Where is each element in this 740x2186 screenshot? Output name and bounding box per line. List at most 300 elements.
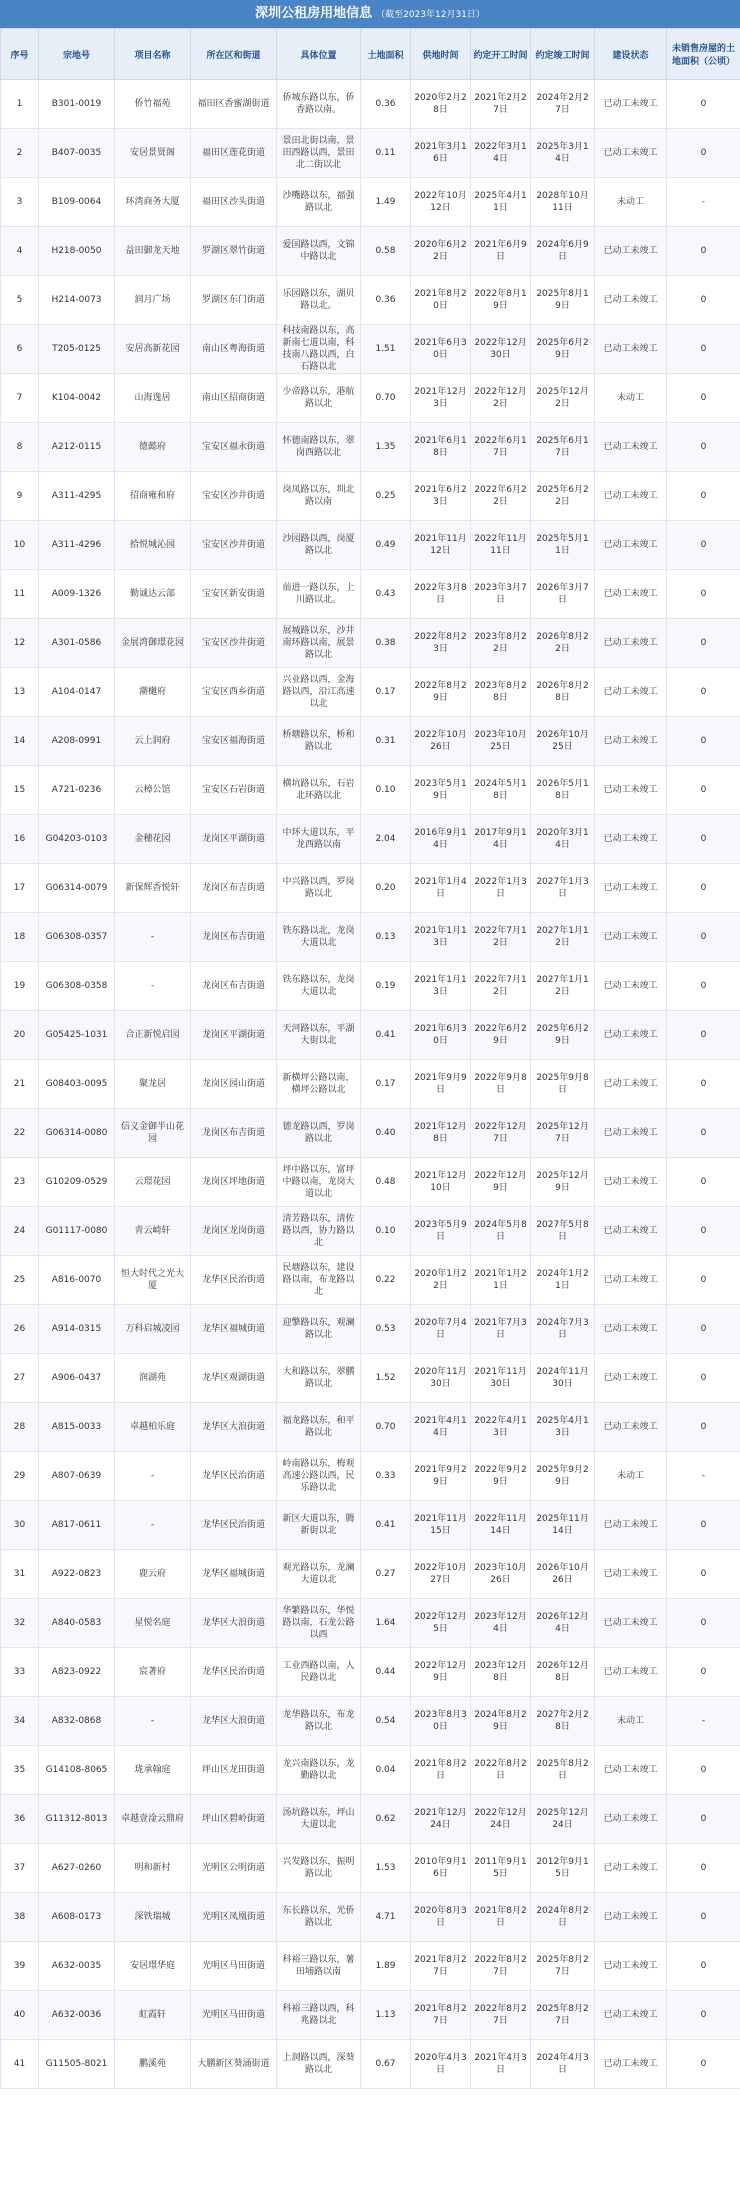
cell-status: 已动工未竣工: [595, 1403, 667, 1452]
land-info-table: [0, 28, 740, 2089]
cell-start-date: 2022年11月11日: [471, 521, 531, 570]
cell-index: 25: [1, 1256, 39, 1305]
cell-status: 已动工未竣工: [595, 815, 667, 864]
cell-start-date: 2022年8月2日: [471, 1746, 531, 1795]
cell-status: 未动工: [595, 1697, 667, 1746]
cell-district-street: 南山区粤海街道: [191, 325, 277, 374]
cell-completion-date: 2025年6月29日: [531, 1011, 595, 1060]
cell-parcel-no: A906-0437: [39, 1354, 115, 1403]
table-row: [1, 1011, 740, 1060]
cell-project-name: 信义金御半山花园: [115, 1109, 191, 1158]
cell-supply-date: 2023年8月30日: [411, 1697, 471, 1746]
cell-district-street: 龙岗区龙岗街道: [191, 1207, 277, 1256]
cell-status: 已动工未竣工: [595, 864, 667, 913]
cell-land-area: 0.54: [361, 1697, 411, 1746]
column-header-index: 序号: [1, 29, 39, 80]
cell-supply-date: 2020年2月28日: [411, 80, 471, 129]
cell-district-street: 龙岗区园山街道: [191, 1060, 277, 1109]
table-title: 深圳公租房用地信息: [255, 6, 373, 21]
column-header-district-street: 所在区和街道: [191, 29, 277, 80]
cell-index: 11: [1, 570, 39, 619]
cell-parcel-no: A311-4296: [39, 521, 115, 570]
cell-start-date: 2023年8月22日: [471, 619, 531, 668]
cell-start-date: 2023年10月26日: [471, 1550, 531, 1599]
cell-unsold-area: 0: [667, 1893, 740, 1942]
cell-land-area: 1.49: [361, 178, 411, 227]
cell-project-name: 虹霞轩: [115, 1991, 191, 2040]
cell-start-date: 2023年12月4日: [471, 1599, 531, 1648]
cell-location: 乐园路以东，湖贝路以北。: [277, 276, 361, 325]
cell-project-name: 招商雍和府: [115, 472, 191, 521]
cell-district-street: 坪山区碧岭街道: [191, 1795, 277, 1844]
cell-project-name: 明和新村: [115, 1844, 191, 1893]
cell-unsold-area: -: [667, 178, 740, 227]
cell-district-street: 宝安区西乡街道: [191, 668, 277, 717]
cell-district-street: 宝安区沙井街道: [191, 472, 277, 521]
cell-supply-date: 2021年3月16日: [411, 129, 471, 178]
cell-status: 已动工未竣工: [595, 668, 667, 717]
table-row: [1, 1305, 740, 1354]
cell-unsold-area: 0: [667, 1844, 740, 1893]
cell-completion-date: 2024年4月3日: [531, 2040, 595, 2089]
cell-parcel-no: B407-0035: [39, 129, 115, 178]
cell-unsold-area: 0: [667, 1256, 740, 1305]
cell-project-name: 金展湾御璟花园: [115, 619, 191, 668]
cell-supply-date: 2021年11月15日: [411, 1501, 471, 1550]
cell-land-area: 0.17: [361, 1060, 411, 1109]
cell-unsold-area: 0: [667, 1795, 740, 1844]
cell-supply-date: 2022年10月12日: [411, 178, 471, 227]
table-body: [1, 80, 740, 2089]
cell-land-area: 0.67: [361, 2040, 411, 2089]
cell-index: 22: [1, 1109, 39, 1158]
cell-land-area: 0.48: [361, 1158, 411, 1207]
cell-parcel-no: A608-0173: [39, 1893, 115, 1942]
cell-supply-date: 2021年8月20日: [411, 276, 471, 325]
column-header-project-name: 项目名称: [115, 29, 191, 80]
cell-status: 已动工未竣工: [595, 1991, 667, 2040]
cell-district-street: 罗湖区东门街道: [191, 276, 277, 325]
cell-project-name: 潮樾府: [115, 668, 191, 717]
cell-supply-date: 2022年8月23日: [411, 619, 471, 668]
cell-parcel-no: A815-0033: [39, 1403, 115, 1452]
cell-completion-date: 2027年5月8日: [531, 1207, 595, 1256]
cell-index: 19: [1, 962, 39, 1011]
cell-completion-date: 2025年11月14日: [531, 1501, 595, 1550]
cell-parcel-no: G04203-0103: [39, 815, 115, 864]
cell-start-date: 2023年10月25日: [471, 717, 531, 766]
column-header-completion-date: 约定竣工时间: [531, 29, 595, 80]
cell-index: 8: [1, 423, 39, 472]
cell-location: 华繁路以东，华悦路以南，石龙公路以西: [277, 1599, 361, 1648]
cell-parcel-no: A212-0115: [39, 423, 115, 472]
table-row: [1, 717, 740, 766]
cell-completion-date: 2027年2月28日: [531, 1697, 595, 1746]
cell-start-date: 2021年6月9日: [471, 227, 531, 276]
cell-completion-date: 2024年8月2日: [531, 1893, 595, 1942]
cell-index: 24: [1, 1207, 39, 1256]
cell-project-name: 云樟公馆: [115, 766, 191, 815]
cell-status: 未动工: [595, 374, 667, 423]
cell-location: 上洞路以西，深葵路以北: [277, 2040, 361, 2089]
table-row: [1, 129, 740, 178]
cell-supply-date: 2020年4月3日: [411, 2040, 471, 2089]
cell-start-date: 2022年3月14日: [471, 129, 531, 178]
table-row: [1, 374, 740, 423]
cell-location: 清芳路以东，清佐路以西，协力路以北: [277, 1207, 361, 1256]
cell-start-date: 2021年2月27日: [471, 80, 531, 129]
cell-supply-date: 2022年3月8日: [411, 570, 471, 619]
table-row: [1, 1893, 740, 1942]
cell-completion-date: 2027年1月12日: [531, 913, 595, 962]
cell-project-name: 珑承翰庭: [115, 1746, 191, 1795]
cell-supply-date: 2023年5月9日: [411, 1207, 471, 1256]
cell-supply-date: 2021年12月8日: [411, 1109, 471, 1158]
cell-land-area: 1.51: [361, 325, 411, 374]
column-header-location: 具体位置: [277, 29, 361, 80]
cell-location: 东长路以东，光侨路以北: [277, 1893, 361, 1942]
cell-completion-date: 2024年1月21日: [531, 1256, 595, 1305]
cell-parcel-no: H218-0050: [39, 227, 115, 276]
cell-location: 中环大道以东，平龙西路以南: [277, 815, 361, 864]
cell-supply-date: 2021年11月12日: [411, 521, 471, 570]
cell-unsold-area: 0: [667, 668, 740, 717]
cell-parcel-no: A832-0868: [39, 1697, 115, 1746]
cell-unsold-area: 0: [667, 521, 740, 570]
cell-parcel-no: G11312-8013: [39, 1795, 115, 1844]
cell-location: 少帝路以东，港航路以北: [277, 374, 361, 423]
cell-land-area: 1.53: [361, 1844, 411, 1893]
cell-project-name: -: [115, 1452, 191, 1501]
cell-parcel-no: A208-0991: [39, 717, 115, 766]
cell-land-area: 1.52: [361, 1354, 411, 1403]
cell-completion-date: 2025年9月8日: [531, 1060, 595, 1109]
cell-status: 已动工未竣工: [595, 570, 667, 619]
cell-index: 5: [1, 276, 39, 325]
table-row: [1, 1109, 740, 1158]
cell-location: 新横坪公路以南，横坪公路以北: [277, 1060, 361, 1109]
cell-land-area: 0.49: [361, 521, 411, 570]
cell-status: 已动工未竣工: [595, 1060, 667, 1109]
cell-project-name: 恒大时代之光大厦: [115, 1256, 191, 1305]
cell-land-area: 0.17: [361, 668, 411, 717]
cell-completion-date: 2026年8月28日: [531, 668, 595, 717]
cell-location: 观光路以东，龙澜大道以北: [277, 1550, 361, 1599]
cell-location: 科技南路以东，高新南七道以南，科技南八路以西，白石路以北: [277, 325, 361, 374]
column-header-start-date: 约定开工时间: [471, 29, 531, 80]
cell-index: 41: [1, 2040, 39, 2089]
cell-district-street: 光明区马田街道: [191, 1942, 277, 1991]
cell-location: 兴发路以东，振明路以北: [277, 1844, 361, 1893]
table-row: [1, 1452, 740, 1501]
header-row: [1, 29, 740, 80]
cell-unsold-area: -: [667, 1452, 740, 1501]
cell-supply-date: 2021年1月4日: [411, 864, 471, 913]
cell-parcel-no: G06308-0357: [39, 913, 115, 962]
cell-location: 景田北街以南，景田西路以西，景田北二街以北: [277, 129, 361, 178]
cell-completion-date: 2026年5月18日: [531, 766, 595, 815]
cell-parcel-no: A922-0823: [39, 1550, 115, 1599]
cell-project-name: -: [115, 1501, 191, 1550]
cell-project-name: 益田御龙天地: [115, 227, 191, 276]
cell-unsold-area: 0: [667, 1550, 740, 1599]
cell-project-name: 聚龙居: [115, 1060, 191, 1109]
cell-project-name: 环湾商务大厦: [115, 178, 191, 227]
cell-supply-date: 2022年10月26日: [411, 717, 471, 766]
cell-project-name: 德懿府: [115, 423, 191, 472]
cell-location: 铁东路以北，龙岗大道以北: [277, 913, 361, 962]
cell-land-area: 1.64: [361, 1599, 411, 1648]
table-row: [1, 1403, 740, 1452]
cell-status: 已动工未竣工: [595, 227, 667, 276]
cell-status: 已动工未竣工: [595, 1746, 667, 1795]
cell-land-area: 1.13: [361, 1991, 411, 2040]
cell-completion-date: 2027年1月3日: [531, 864, 595, 913]
cell-parcel-no: A301-0586: [39, 619, 115, 668]
cell-land-area: 4.71: [361, 1893, 411, 1942]
cell-start-date: 2024年5月8日: [471, 1207, 531, 1256]
cell-unsold-area: 0: [667, 374, 740, 423]
cell-land-area: 0.62: [361, 1795, 411, 1844]
cell-index: 2: [1, 129, 39, 178]
cell-location: 中兴路以西，罗岗路以北: [277, 864, 361, 913]
cell-unsold-area: 0: [667, 619, 740, 668]
cell-index: 27: [1, 1354, 39, 1403]
cell-unsold-area: 0: [667, 1207, 740, 1256]
cell-unsold-area: 0: [667, 1109, 740, 1158]
cell-parcel-no: A817-0611: [39, 1501, 115, 1550]
cell-location: 沙嘴路以东，福强路以北: [277, 178, 361, 227]
cell-status: 已动工未竣工: [595, 1109, 667, 1158]
cell-supply-date: 2021年6月23日: [411, 472, 471, 521]
cell-land-area: 0.36: [361, 276, 411, 325]
cell-unsold-area: 0: [667, 1305, 740, 1354]
cell-unsold-area: 0: [667, 962, 740, 1011]
cell-status: 已动工未竣工: [595, 276, 667, 325]
cell-unsold-area: 0: [667, 766, 740, 815]
cell-start-date: 2024年8月29日: [471, 1697, 531, 1746]
cell-start-date: 2022年4月13日: [471, 1403, 531, 1452]
cell-status: 已动工未竣工: [595, 766, 667, 815]
cell-supply-date: 2022年8月29日: [411, 668, 471, 717]
cell-district-street: 宝安区福永街道: [191, 423, 277, 472]
cell-start-date: 2023年12月8日: [471, 1648, 531, 1697]
cell-project-name: 卓越壹淦云鼎府: [115, 1795, 191, 1844]
cell-project-name: 安居景贤阁: [115, 129, 191, 178]
cell-district-street: 龙华区民治街道: [191, 1501, 277, 1550]
cell-unsold-area: 0: [667, 1648, 740, 1697]
table-row: [1, 619, 740, 668]
cell-status: 已动工未竣工: [595, 1942, 667, 1991]
cell-unsold-area: 0: [667, 1599, 740, 1648]
cell-supply-date: 2023年5月19日: [411, 766, 471, 815]
cell-land-area: 0.19: [361, 962, 411, 1011]
cell-index: 20: [1, 1011, 39, 1060]
table-row: [1, 1697, 740, 1746]
cell-parcel-no: G06314-0079: [39, 864, 115, 913]
cell-supply-date: 2021年8月27日: [411, 1942, 471, 1991]
cell-status: 已动工未竣工: [595, 1256, 667, 1305]
cell-status: 已动工未竣工: [595, 962, 667, 1011]
cell-parcel-no: K104-0042: [39, 374, 115, 423]
cell-supply-date: 2021年9月29日: [411, 1452, 471, 1501]
cell-land-area: 0.38: [361, 619, 411, 668]
cell-completion-date: 2025年8月27日: [531, 1942, 595, 1991]
cell-unsold-area: 0: [667, 1746, 740, 1795]
cell-land-area: 0.10: [361, 766, 411, 815]
cell-project-name: -: [115, 962, 191, 1011]
cell-location: 新区大道以东，腾新街以北: [277, 1501, 361, 1550]
cell-completion-date: 2026年10月25日: [531, 717, 595, 766]
cell-completion-date: 2024年6月9日: [531, 227, 595, 276]
cell-index: 12: [1, 619, 39, 668]
cell-district-street: 南山区招商街道: [191, 374, 277, 423]
cell-status: 已动工未竣工: [595, 129, 667, 178]
cell-supply-date: 2020年6月22日: [411, 227, 471, 276]
table-row: [1, 864, 740, 913]
cell-index: 10: [1, 521, 39, 570]
cell-start-date: 2021年8月2日: [471, 1893, 531, 1942]
cell-supply-date: 2021年9月9日: [411, 1060, 471, 1109]
cell-index: 36: [1, 1795, 39, 1844]
cell-parcel-no: A721-0236: [39, 766, 115, 815]
cell-status: 已动工未竣工: [595, 80, 667, 129]
cell-index: 31: [1, 1550, 39, 1599]
cell-unsold-area: 0: [667, 1354, 740, 1403]
cell-unsold-area: 0: [667, 276, 740, 325]
cell-start-date: 2022年8月27日: [471, 1942, 531, 1991]
cell-index: 32: [1, 1599, 39, 1648]
cell-location: 科裕三路以东，薯田埔路以南: [277, 1942, 361, 1991]
cell-location: 岭南路以东，梅观高速公路以西，民乐路以北: [277, 1452, 361, 1501]
cell-parcel-no: G08403-0095: [39, 1060, 115, 1109]
cell-project-name: 卓越柏乐庭: [115, 1403, 191, 1452]
cell-completion-date: 2028年10月11日: [531, 178, 595, 227]
cell-index: 6: [1, 325, 39, 374]
table-row: [1, 276, 740, 325]
cell-project-name: 拾悦城沁园: [115, 521, 191, 570]
cell-project-name: 侨竹福苑: [115, 80, 191, 129]
cell-district-street: 福田区香蜜湖街道: [191, 80, 277, 129]
cell-district-street: 龙华区福城街道: [191, 1305, 277, 1354]
cell-completion-date: 2026年8月22日: [531, 619, 595, 668]
cell-index: 14: [1, 717, 39, 766]
cell-index: 13: [1, 668, 39, 717]
cell-land-area: 0.53: [361, 1305, 411, 1354]
cell-district-street: 光明区凤凰街道: [191, 1893, 277, 1942]
cell-start-date: 2022年7月12日: [471, 962, 531, 1011]
cell-land-area: 0.11: [361, 129, 411, 178]
cell-land-area: 0.44: [361, 1648, 411, 1697]
cell-district-street: 龙华区福城街道: [191, 1550, 277, 1599]
cell-start-date: 2022年6月17日: [471, 423, 531, 472]
cell-start-date: 2017年9月14日: [471, 815, 531, 864]
cell-unsold-area: 0: [667, 472, 740, 521]
cell-status: 未动工: [595, 1452, 667, 1501]
cell-project-name: -: [115, 913, 191, 962]
cell-start-date: 2022年1月3日: [471, 864, 531, 913]
cell-parcel-no: A104-0147: [39, 668, 115, 717]
cell-parcel-no: B109-0064: [39, 178, 115, 227]
cell-project-name: 勤诚达云部: [115, 570, 191, 619]
cell-index: 7: [1, 374, 39, 423]
cell-unsold-area: 0: [667, 80, 740, 129]
cell-completion-date: 2025年6月17日: [531, 423, 595, 472]
cell-district-street: 福田区沙头街道: [191, 178, 277, 227]
cell-unsold-area: 0: [667, 1991, 740, 2040]
cell-district-street: 龙华区大浪街道: [191, 1599, 277, 1648]
cell-completion-date: 2026年3月7日: [531, 570, 595, 619]
cell-supply-date: 2021年6月30日: [411, 1011, 471, 1060]
cell-parcel-no: B301-0019: [39, 80, 115, 129]
cell-unsold-area: 0: [667, 864, 740, 913]
cell-start-date: 2022年9月29日: [471, 1452, 531, 1501]
cell-index: 35: [1, 1746, 39, 1795]
cell-district-street: 龙华区大浪街道: [191, 1697, 277, 1746]
cell-completion-date: 2020年3月14日: [531, 815, 595, 864]
cell-index: 3: [1, 178, 39, 227]
cell-location: 龙兴南路以东，龙勤路以北: [277, 1746, 361, 1795]
cell-unsold-area: 0: [667, 1060, 740, 1109]
table-row: [1, 227, 740, 276]
cell-supply-date: 2020年8月3日: [411, 1893, 471, 1942]
cell-status: 已动工未竣工: [595, 423, 667, 472]
cell-project-name: 新保辉香悦轩: [115, 864, 191, 913]
cell-start-date: 2022年12月7日: [471, 1109, 531, 1158]
cell-completion-date: 2025年12月24日: [531, 1795, 595, 1844]
cell-land-area: 0.33: [361, 1452, 411, 1501]
cell-unsold-area: 0: [667, 2040, 740, 2089]
cell-completion-date: 2025年5月11日: [531, 521, 595, 570]
cell-land-area: 0.10: [361, 1207, 411, 1256]
cell-land-area: 2.04: [361, 815, 411, 864]
cell-supply-date: 2022年12月9日: [411, 1648, 471, 1697]
cell-unsold-area: 0: [667, 1942, 740, 1991]
cell-district-street: 大鹏新区葵涌街道: [191, 2040, 277, 2089]
cell-supply-date: 2021年12月3日: [411, 374, 471, 423]
cell-land-area: 0.40: [361, 1109, 411, 1158]
cell-location: 铁东路以东，龙岗大道以北: [277, 962, 361, 1011]
cell-index: 23: [1, 1158, 39, 1207]
cell-location: 迎擎路以东，观澜路以北: [277, 1305, 361, 1354]
cell-status: 已动工未竣工: [595, 1011, 667, 1060]
cell-supply-date: 2021年6月30日: [411, 325, 471, 374]
cell-status: 已动工未竣工: [595, 619, 667, 668]
cell-district-street: 宝安区福海街道: [191, 717, 277, 766]
cell-index: 16: [1, 815, 39, 864]
table-row: [1, 668, 740, 717]
table-row: [1, 1354, 740, 1403]
cell-supply-date: 2020年11月30日: [411, 1354, 471, 1403]
cell-unsold-area: 0: [667, 129, 740, 178]
cell-location: 桥塘路以东，桥和路以北: [277, 717, 361, 766]
cell-district-street: 光明区马田街道: [191, 1991, 277, 2040]
cell-index: 4: [1, 227, 39, 276]
cell-index: 18: [1, 913, 39, 962]
cell-parcel-no: A914-0315: [39, 1305, 115, 1354]
cell-completion-date: 2025年6月29日: [531, 325, 595, 374]
cell-land-area: 0.43: [361, 570, 411, 619]
table-row: [1, 1207, 740, 1256]
cell-status: 已动工未竣工: [595, 1599, 667, 1648]
cell-index: 39: [1, 1942, 39, 1991]
cell-district-street: 坪山区龙田街道: [191, 1746, 277, 1795]
cell-parcel-no: T205-0125: [39, 325, 115, 374]
cell-start-date: 2022年12月9日: [471, 1158, 531, 1207]
table-row: [1, 1746, 740, 1795]
cell-location: 坪中路以东，富坪中路以南，龙岗大道以北: [277, 1158, 361, 1207]
cell-district-street: 龙岗区平湖街道: [191, 1011, 277, 1060]
